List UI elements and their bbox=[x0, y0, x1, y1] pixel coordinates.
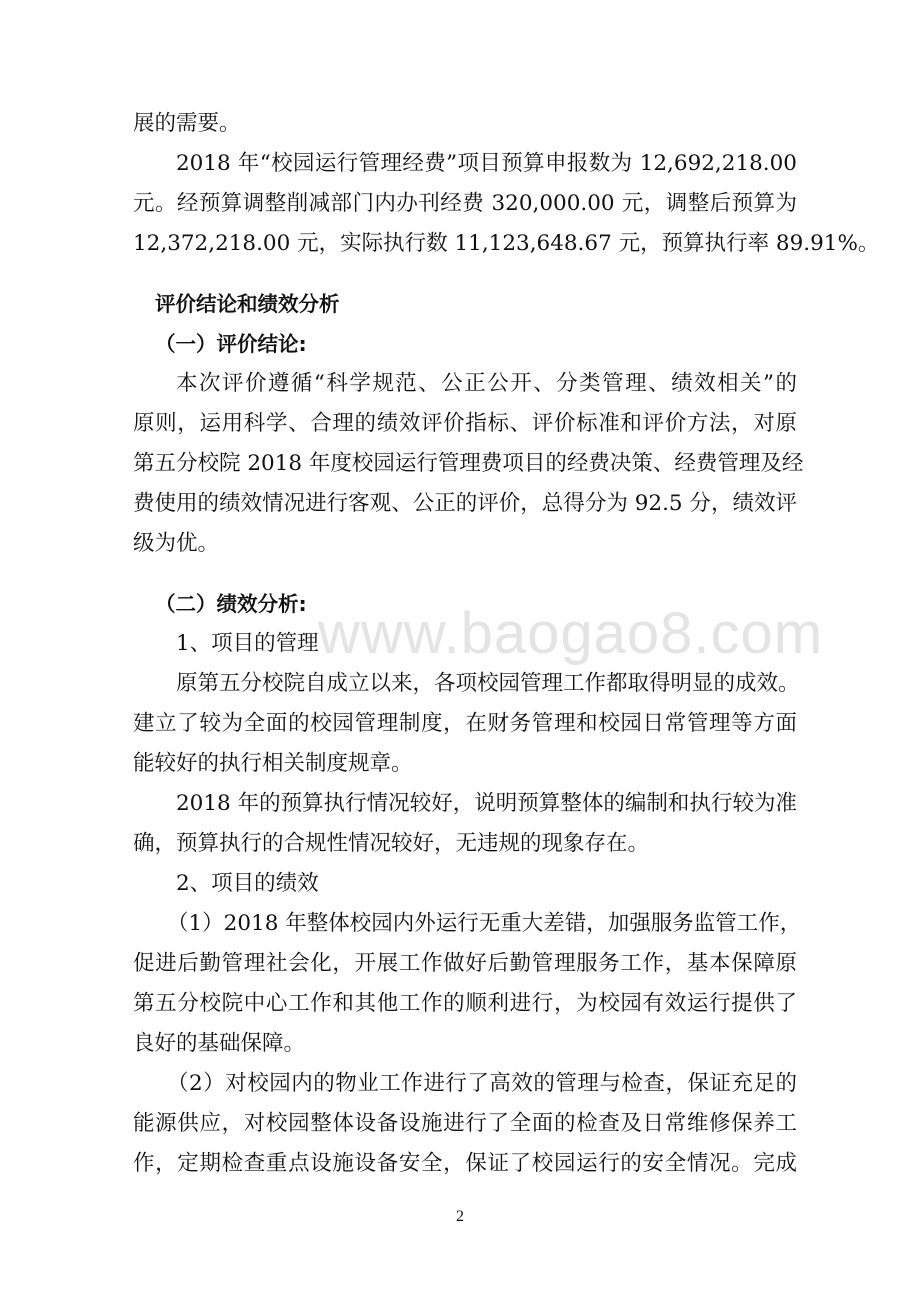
text-line: 作，定期检查重点设施设备安全，保证了校园运行的安全情况。完成 bbox=[133, 1151, 797, 1176]
text-line: 本次评价遵循“科学规范、公正公开、分类管理、绩效相关”的 bbox=[176, 371, 797, 396]
text-line: 第五分校院 2018 年度校园运行管理费项目的经费决策、经费管理及经 bbox=[133, 451, 804, 476]
text-line: 第五分校院中心工作和其他工作的顺利进行，为校园有效运行提供了 bbox=[133, 991, 797, 1016]
text-line: 费使用的绩效情况进行客观、公正的评价，总得分为 92.5 分，绩效评 bbox=[133, 491, 797, 516]
subsection-heading: （二）绩效分析: bbox=[155, 592, 307, 616]
page-number: 2 bbox=[456, 1208, 464, 1225]
text-line: 原第五分校院自成立以来，各项校园管理工作都取得明显的成效。 bbox=[176, 671, 800, 696]
text-line: 12,372,218.00 元，实际执行数 11,123,648.67 元，预算执行率 89.91%。 bbox=[133, 231, 880, 256]
subsection-heading: （一）评价结论: bbox=[155, 332, 307, 356]
text-line: 能源供应，对校园整体设备设施进行了全面的检查及日常维修保养工 bbox=[133, 1111, 797, 1136]
spacer bbox=[133, 564, 797, 584]
text-line: 促进后勤管理社会化，开展工作做好后勤管理服务工作，基本保障原 bbox=[133, 951, 797, 976]
text-line: 良好的基础保障。 bbox=[133, 1031, 306, 1056]
text-line: 能较好的执行相关制度规章。 bbox=[133, 751, 413, 776]
text-line: （1）2018 年整体校园内外运行无重大差错，加强服务监管工作， bbox=[167, 911, 802, 936]
watermark-text: www.baogao8.com bbox=[318, 601, 824, 666]
section-heading: 评价结论和绩效分析 bbox=[155, 292, 340, 316]
list-heading: 1、项目的管理 bbox=[176, 631, 319, 656]
text-line: 确，预算执行的合规性情况较好，无违规的现象存在。 bbox=[133, 831, 650, 856]
document-body bbox=[133, 104, 880, 1184]
text-line: 2018 年“校园运行管理经费”项目预算申报数为 12,692,218.00 bbox=[176, 151, 797, 176]
text-line: 展的需要。 bbox=[133, 111, 241, 136]
text-line: 元。经预算调整削减部门内办刊经费 320,000.00 元，调整后预算为 bbox=[133, 191, 797, 216]
text-line: 建立了较为全面的校园管理制度，在财务管理和校园日常管理等方面 bbox=[133, 711, 797, 736]
text-line: 2018 年的预算执行情况较好，说明预算整体的编制和执行较为准 bbox=[176, 791, 797, 816]
text-line: 级为优。 bbox=[133, 531, 220, 556]
spacer bbox=[133, 264, 797, 284]
text-line: 原则，运用科学、合理的绩效评价指标、评价标准和评价方法，对原 bbox=[133, 411, 797, 436]
list-heading: 2、项目的绩效 bbox=[176, 871, 319, 896]
text-line: （2）对校园内的物业工作进行了高效的管理与检查，保证充足的 bbox=[167, 1071, 797, 1096]
